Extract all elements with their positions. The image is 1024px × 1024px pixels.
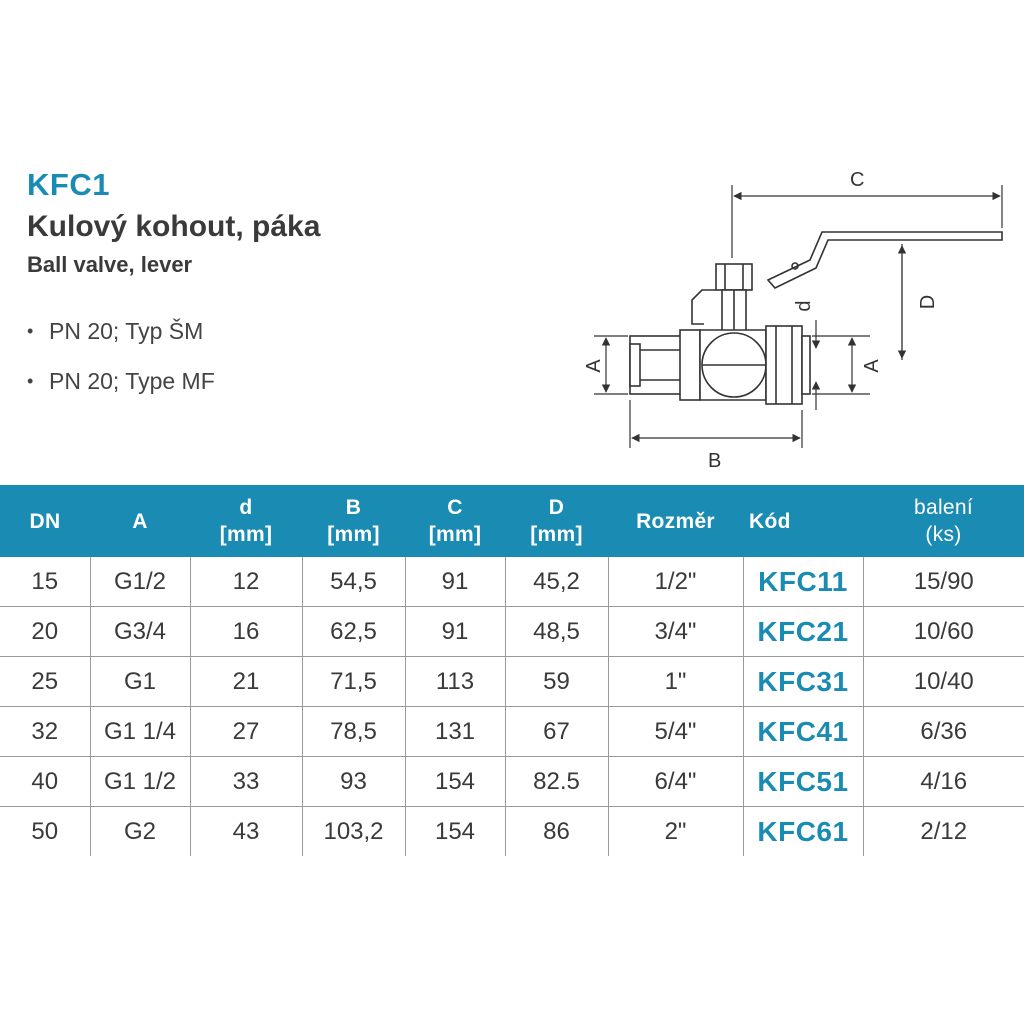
cell-b: 54,5 <box>302 557 405 607</box>
cell-kod: KFC31 <box>743 657 863 707</box>
cell-rozmer: 1/2" <box>608 557 743 607</box>
cell-c: 154 <box>405 807 505 857</box>
product-code: KFC1 <box>27 167 110 202</box>
dim-label-a-left: A <box>583 359 605 373</box>
cell-dd: 82.5 <box>505 757 608 807</box>
cell-dn: 25 <box>0 657 90 707</box>
table-row <box>0 557 1024 607</box>
cell-c: 91 <box>405 607 505 657</box>
cell-a: G3/4 <box>90 607 190 657</box>
header-d-unit: [mm] <box>219 523 273 546</box>
header-b-unit: [mm] <box>327 523 380 546</box>
header-baleni-unit: (ks) <box>925 523 962 546</box>
cell-rozmer: 1" <box>608 657 743 707</box>
feature-text: PN 20; Type MF <box>49 368 215 394</box>
header-a: A <box>132 509 148 533</box>
cell-d: 21 <box>190 657 302 707</box>
cell-b: 71,5 <box>302 657 405 707</box>
cell-dn: 15 <box>0 557 90 607</box>
cell-dd: 45,2 <box>505 557 608 607</box>
feature-list <box>27 313 215 413</box>
bullet-icon: • <box>27 371 34 391</box>
cell-rozmer: 5/4" <box>608 707 743 757</box>
header-baleni-label: balení <box>913 496 974 519</box>
header-c-label: C <box>447 496 463 519</box>
cell-d: 16 <box>190 607 302 657</box>
cell-c: 113 <box>405 657 505 707</box>
header-c <box>405 485 505 557</box>
table-row <box>0 757 1024 807</box>
cell-rozmer: 6/4" <box>608 757 743 807</box>
cell-dd: 59 <box>505 657 608 707</box>
cell-dn: 50 <box>0 807 90 857</box>
cell-d: 33 <box>190 757 302 807</box>
header-d <box>190 485 302 557</box>
cell-c: 91 <box>405 557 505 607</box>
cell-d: 12 <box>190 557 302 607</box>
cell-a: G1 1/4 <box>90 707 190 757</box>
header-dn: DN <box>29 509 61 533</box>
cell-d: 27 <box>190 707 302 757</box>
header-c-unit: [mm] <box>428 523 482 546</box>
product-title-cz: Kulový kohout, páka <box>27 210 321 243</box>
table-row <box>0 707 1024 757</box>
cell-b: 78,5 <box>302 707 405 757</box>
cell-dd: 67 <box>505 707 608 757</box>
cell-kod: KFC21 <box>743 607 863 657</box>
cell-b: 103,2 <box>302 807 405 857</box>
product-title-en: Ball valve, lever <box>27 252 193 277</box>
table-header-row <box>0 485 1024 557</box>
header-baleni <box>863 485 1024 557</box>
bullet-icon: • <box>27 321 34 341</box>
header-b-label: B <box>345 496 362 519</box>
cell-dn: 20 <box>0 607 90 657</box>
header-b <box>302 485 405 557</box>
cell-a: G2 <box>90 807 190 857</box>
cell-c: 154 <box>405 757 505 807</box>
cell-d: 43 <box>190 807 302 857</box>
dim-label-d-lower: d <box>793 300 815 312</box>
cell-baleni: 15/90 <box>863 557 1024 607</box>
cell-dn: 40 <box>0 757 90 807</box>
header-d-label: d <box>239 496 253 519</box>
cell-c: 131 <box>405 707 505 757</box>
header-dd <box>505 485 608 557</box>
feature-item <box>27 363 215 413</box>
cell-kod: KFC41 <box>743 707 863 757</box>
cell-rozmer: 2" <box>608 807 743 857</box>
header-dd-label: D <box>548 496 565 519</box>
cell-baleni: 6/36 <box>863 707 1024 757</box>
cell-baleni: 4/16 <box>863 757 1024 807</box>
cell-baleni: 10/40 <box>863 657 1024 707</box>
table-row <box>0 657 1024 707</box>
cell-baleni: 2/12 <box>920 817 968 845</box>
cell-a: G1 <box>90 657 190 707</box>
dim-label-c: C <box>850 169 865 191</box>
header-kod: Kód <box>749 509 791 533</box>
table-row <box>0 807 1024 857</box>
feature-text: PN 20; Typ ŠM <box>49 318 204 344</box>
header-dd-unit: [mm] <box>530 523 583 546</box>
cell-b: 93 <box>302 757 405 807</box>
cell-kod: KFC51 <box>743 757 863 807</box>
valve-diagram <box>570 160 1020 480</box>
dim-label-b: B <box>708 450 722 472</box>
cell-dd: 86 <box>505 807 608 857</box>
cell-baleni: 10/60 <box>863 607 1024 657</box>
cell-a: G1/2 <box>90 557 190 607</box>
dim-label-d-upper: D <box>917 294 939 310</box>
cell-rozmer: 3/4" <box>608 607 743 657</box>
cell-a: G1 1/2 <box>90 757 190 807</box>
cell-kod: KFC61 <box>743 807 863 857</box>
header-rozmer: Rozměr <box>636 509 715 533</box>
feature-item <box>27 313 215 363</box>
dim-label-a-right: A <box>861 359 883 373</box>
table-row <box>0 607 1024 657</box>
cell-b: 62,5 <box>302 607 405 657</box>
spec-table <box>0 485 1024 856</box>
cell-dd: 48,5 <box>505 607 608 657</box>
cell-kod: KFC11 <box>743 557 863 607</box>
cell-dn: 32 <box>0 707 90 757</box>
